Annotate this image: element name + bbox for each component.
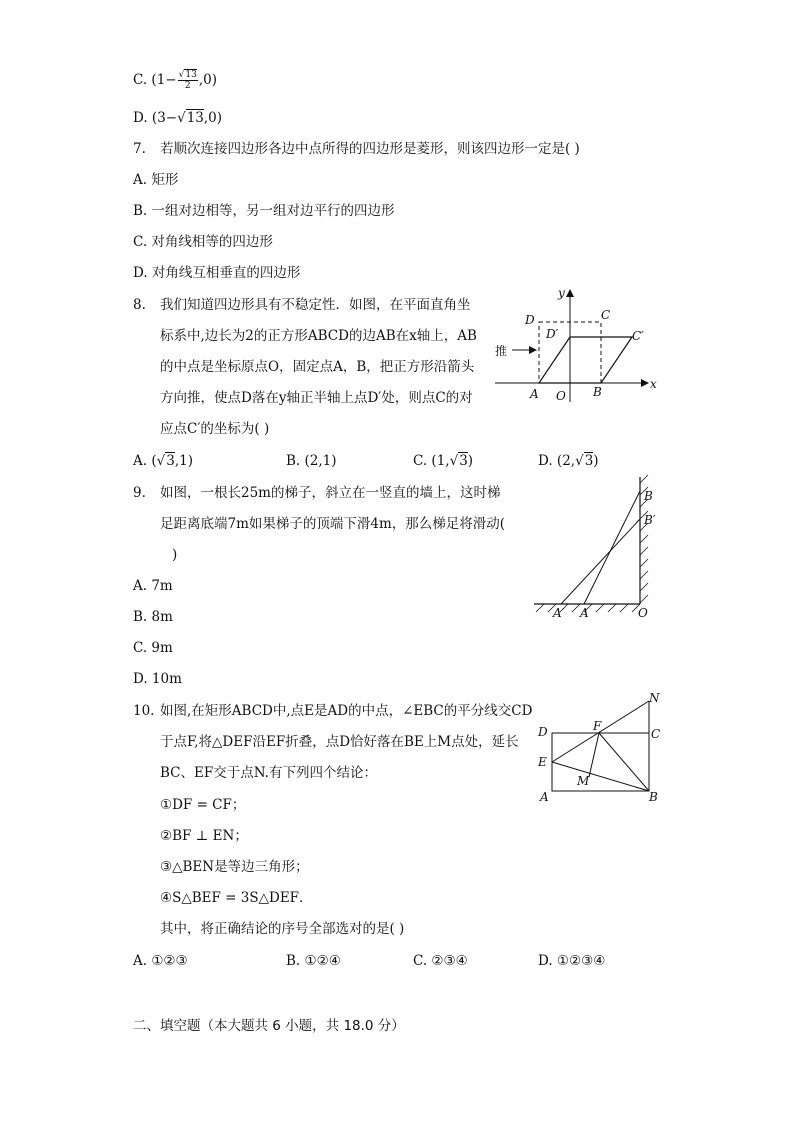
q6-option-d: D. (3−√13,0) (133, 110, 223, 126)
q9-label-bprime: B′ (644, 513, 656, 527)
q8-label-o: O (556, 389, 566, 403)
q9-option-a: A. 7m (133, 578, 173, 594)
q9-line-3: ) (172, 547, 178, 563)
q8-label-x: x (650, 377, 657, 391)
q8-option-b: B. (2,1) (286, 453, 337, 469)
q10-option-b: B. ①②④ (286, 953, 341, 969)
q6-option-c: C. (1− $\frac{√13}{2}$ ,0) (133, 70, 217, 91)
q10-number: 10. (133, 703, 155, 719)
q7-option-c: C. 对角线相等的四边形 (133, 234, 273, 250)
q7-option-a: A. 矩形 (133, 172, 179, 188)
q10-label-b: B (649, 790, 658, 804)
q8-line-1: 我们知道四边形具有不稳定性．如图，在平面直角坐 (160, 297, 471, 313)
q10-option-d: D. ①②③④ (538, 953, 606, 969)
q9-label-aprime: A′ (553, 606, 565, 620)
q8-label-dprime: D′ (546, 327, 559, 341)
q10-option-c: C. ②③④ (413, 953, 468, 969)
q8-option-d: D. (2,√3) (538, 453, 599, 469)
q9-label-a: A (580, 606, 589, 620)
q10-line-eb (552, 762, 649, 791)
q10-figure (535, 690, 670, 810)
q7-number: 7. (133, 141, 146, 157)
q10-label-d: D (538, 725, 548, 739)
q8-label-a: A (530, 387, 539, 401)
q8-label-cprime: C′ (632, 329, 644, 343)
q9-line-2: 足距离底端7m如果梯子的顶端下滑4m，那么梯足将滑动( (160, 516, 506, 532)
q8-label-y: y (558, 286, 565, 300)
section-2-heading: 二、填空题（本大题共 6 小题，共 18.0 分） (133, 1018, 405, 1034)
q7-option-b: B. 一组对边相等，另一组对边平行的四边形 (133, 203, 395, 219)
q8-option-c: C. (1,√3) (413, 453, 474, 469)
q8-label-b: B (593, 385, 602, 399)
q10-label-e: E (538, 755, 547, 769)
q9-number: 9. (133, 485, 146, 501)
q9-figure (528, 473, 668, 623)
q9-option-d: D. 10m (133, 671, 182, 687)
q10-conclusion-4: ④S△BEF = 3S△DEF． (160, 890, 313, 906)
q8-number: 8. (133, 297, 146, 313)
q10-conclusion-2: ②BF ⊥ EN； (160, 828, 248, 844)
q8-label-c: C (601, 308, 611, 322)
q10-label-m: M (577, 774, 590, 788)
q8-figure (490, 282, 670, 407)
q8-option-a: A. (√3,1) (133, 453, 193, 469)
q8-pushed-parallelogram (539, 337, 632, 383)
q9-ladder-original (584, 491, 640, 604)
q10-ask: 其中，将正确结论的序号全部选对的是( ) (160, 921, 405, 937)
q8-line-3: 的中点是坐标原点O，固定点A，B，把正方形沿箭头 (160, 359, 475, 375)
q8-line-5: 应点C′的坐标为( ) (160, 421, 270, 437)
q10-line-3: BC、EF交于点N.有下列四个结论： (160, 765, 377, 781)
q10-rectangle-abcd (552, 733, 649, 791)
q8-line-4: 方向推，使点D落在y轴正半轴上点D′处，则点C的对 (160, 390, 473, 406)
q7-stem: 若顺次连接四边形各边中点所得的四边形是菱形，则该四边形一定是( ) (160, 141, 580, 157)
q9-label-b: B (644, 489, 653, 503)
q9-option-c: C. 9m (133, 640, 173, 656)
q9-line-1: 如图，一根长25m的梯子，斜立在一竖直的墙上，这时梯 (160, 485, 501, 501)
q10-label-n: N (649, 691, 660, 705)
q9-ladder-slid (561, 519, 640, 604)
q10-line-fm (589, 733, 599, 777)
q10-option-a: A. ①②③ (133, 953, 188, 969)
q8-label-d: D (525, 313, 535, 327)
q10-label-a: A (540, 790, 549, 804)
q8-line-2: 标系中,边长为2的正方形ABCD的边AB在x轴上，AB (160, 328, 477, 344)
q9-label-o: O (638, 606, 648, 620)
q10-conclusion-1: ①DF = CF； (160, 797, 246, 813)
q10-label-f: F (593, 719, 602, 733)
q10-label-c: C (651, 727, 661, 741)
q7-option-d: D. 对角线互相垂直的四边形 (133, 265, 301, 281)
q9-option-b: B. 8m (133, 609, 173, 625)
q10-line-fb (599, 733, 649, 791)
q10-conclusion-3: ③△BEN是等边三角形； (160, 859, 309, 875)
q10-line-2: 于点F,将△DEF沿EF折叠，点D恰好落在BE上M点处，延长 (160, 734, 519, 750)
q8-label-push: 推 (495, 344, 508, 358)
q10-line-1: 如图,在矩形ABCD中,点E是AD的中点，∠EBC的平分线交CD (160, 703, 533, 719)
